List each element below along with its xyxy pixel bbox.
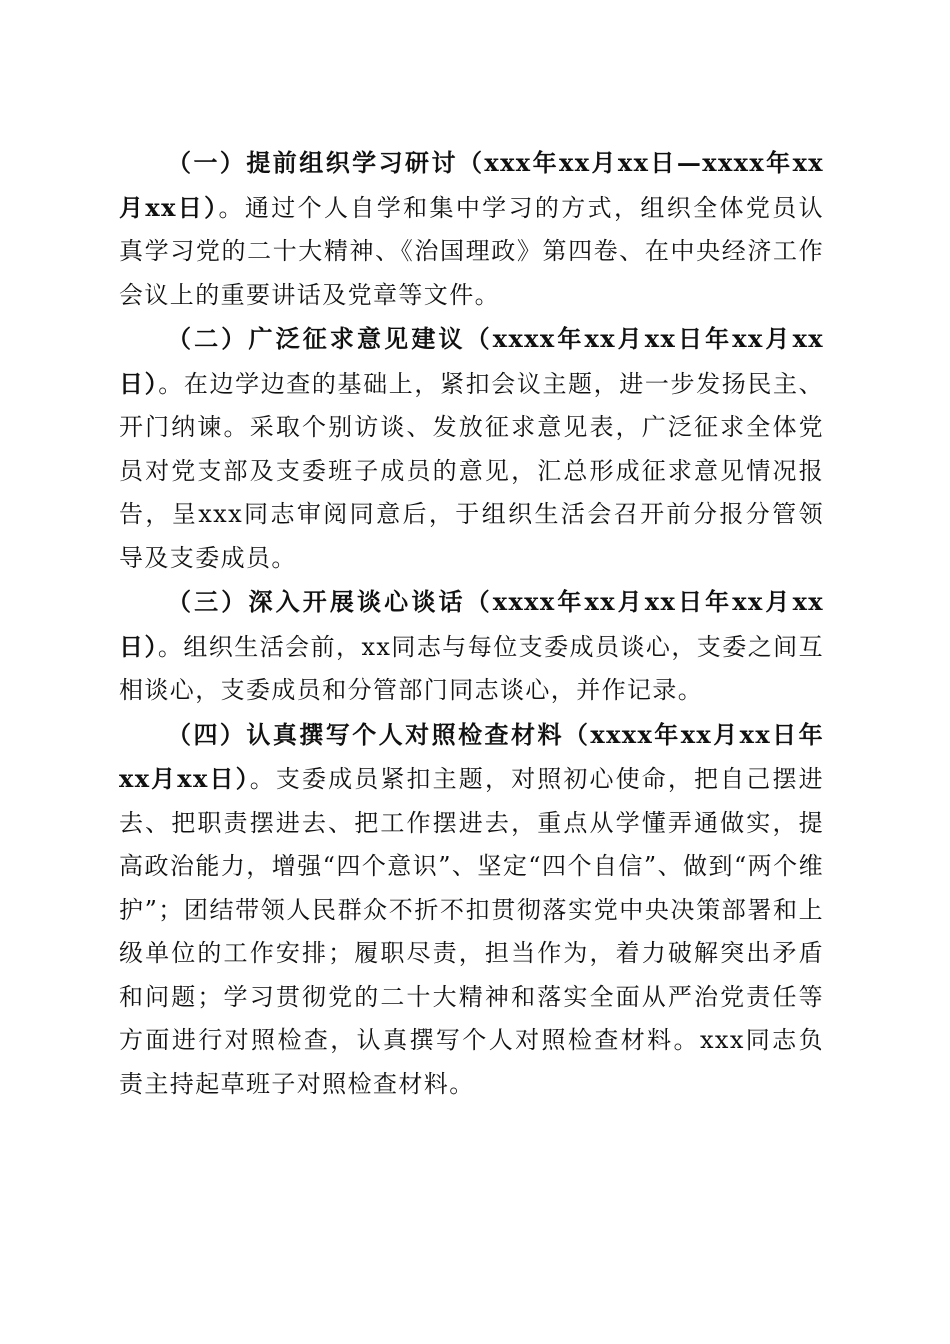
paragraph-3-heading: （三）深入开展谈心谈话（xxxx年xx月xx日年xx月xx日） [119,587,824,661]
paragraph-3 [119,580,824,713]
document-body [119,141,824,1106]
paragraph-2 [119,317,824,580]
paragraph-2-heading: （二）广泛征求意见建议（xxxx年xx月xx日年xx月xx日） [119,324,824,398]
paragraph-2-text: 。在边学边查的基础上，紧扣会议主题，进一步发扬民主、开门纳谏。采取个别访谈、发放征求意见表，广泛征求全体党员对党支部及支委班子成员的意见，汇总形成征求意见情况报告，呈xxx同志审阅同意后，于组织生活会召开前分报分管领导及支委成员。 [119,369,824,572]
paragraph-4-text: 。支委成员紧扣主题，对照初心使命，把自己摆进去、把职责摆进去、把工作摆进去，重点从学懂弄通做实，提高政治能力，增强“四个意识”、坚定“四个自信”、做到“两个维护”；团结带领人民群众不折不扣贯彻落实党中央决策部署和上级单位的工作安排；履职尽责，担当作为，着力破解突出矛盾和问题；学习贯彻党的二十大精神和落实全面从严治党责任等方面进行对照检查，认真撰写个人对照检查材料。xxx同志负责主持起草班子对照检查材料。 [119,765,824,1098]
paragraph-4-heading: （四）认真撰写个人对照检查材料（xxxx年xx月xx日年xx月xx日） [119,719,824,793]
paragraph-3-text: 。组织生活会前，xx同志与每位支委成员谈心，支委之间互相谈心，支委成员和分管部门同志谈心，并作记录。 [119,632,824,704]
paragraph-1-heading: （一）提前组织学习研讨（xxx年xx月xx日—xxxx年xx月xx日） [119,148,824,222]
paragraph-1-text: 。通过个人自学和集中学习的方式，组织全体党员认真学习党的二十大精神、《治国理政》第四卷、在中央经济工作会议上的重要讲话及党章等文件。 [119,193,824,309]
paragraph-1 [119,141,824,317]
paragraph-4 [119,713,824,1107]
